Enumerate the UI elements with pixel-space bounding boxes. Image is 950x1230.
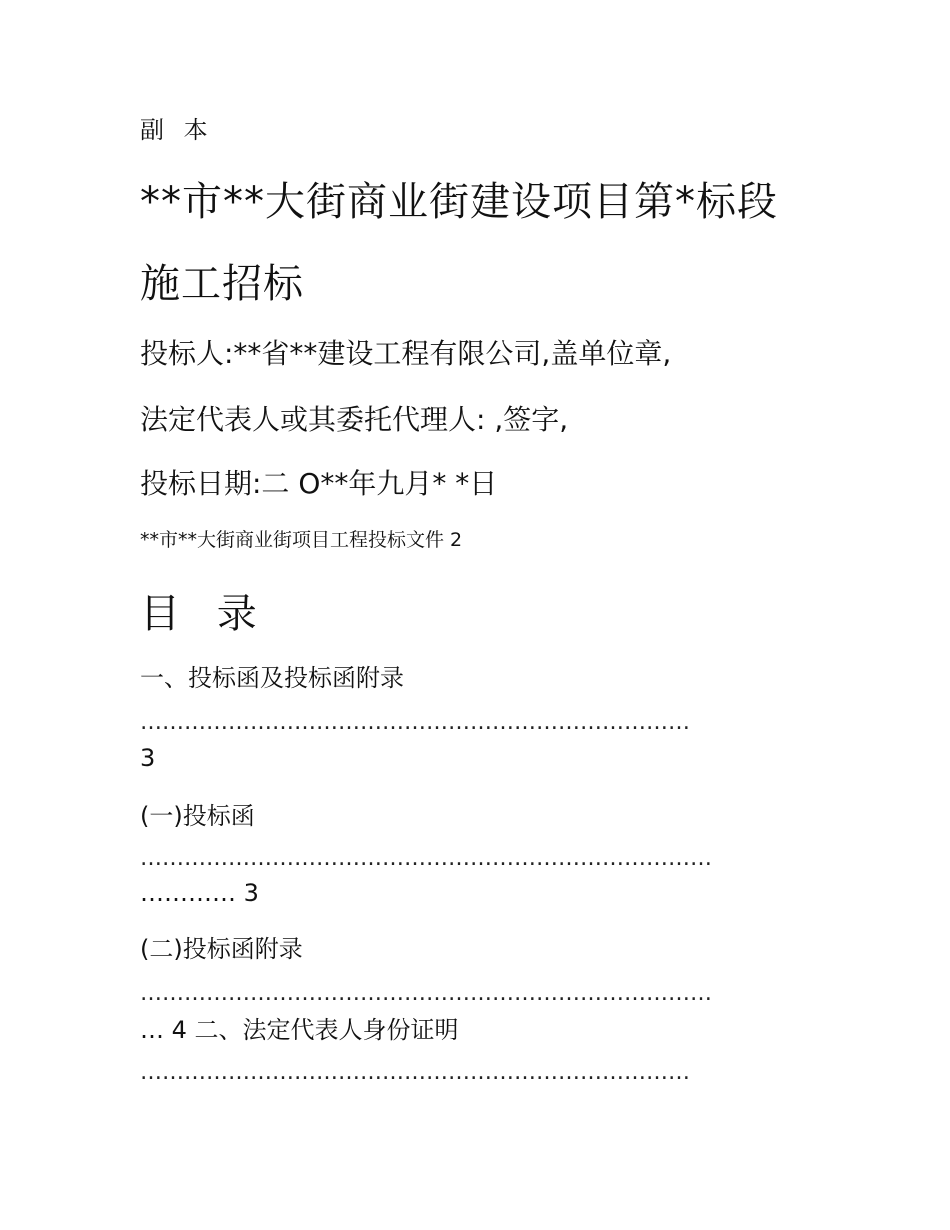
bidder-line: 投标人:**省**建设工程有限公司,盖单位章, — [140, 337, 672, 370]
document-title-line-1: **市**大街商业街建设项目第*标段 — [140, 179, 778, 225]
copy-mark: 副 本 — [140, 116, 214, 144]
toc-item-2-page: ………… 3 — [140, 879, 259, 907]
document-file-name: **市**大街商业街项目工程投标文件 2 — [140, 529, 463, 551]
toc-item-1-label: 一、投标函及投标函附录 — [140, 664, 404, 692]
document-title-line-2: 施工招标 — [140, 261, 304, 307]
toc-item-2-leader: …………………………………………………………………… — [140, 846, 712, 871]
toc-item-4-leader: ………………………………………………………………… — [140, 1060, 690, 1085]
representative-line: 法定代表人或其委托代理人: ,签字, — [140, 403, 569, 436]
toc-item-3-label: (二)投标函附录 — [140, 935, 303, 963]
toc-item-2-label: (一)投标函 — [140, 802, 255, 830]
toc-title: 目 录 — [140, 591, 269, 637]
bid-date-line: 投标日期:二 O**年九月* *日 — [140, 467, 498, 500]
toc-item-1-leader: ………………………………………………………………… — [140, 710, 690, 735]
toc-item-1-page: 3 — [140, 744, 156, 772]
toc-item-3-leader: …………………………………………………………………… — [140, 981, 712, 1006]
toc-item-3-page-and-item-4-label: … 4 二、法定代表人身份证明 — [140, 1016, 459, 1044]
